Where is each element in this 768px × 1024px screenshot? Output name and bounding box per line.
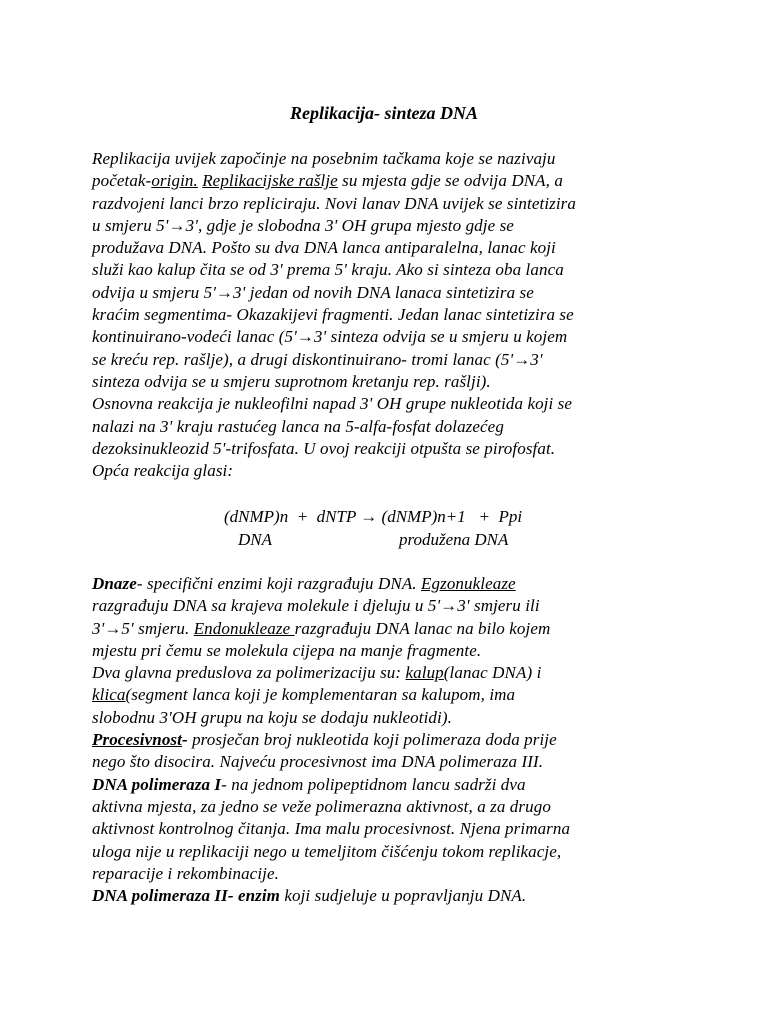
text-run: (segment lanca koji je komplementaran sa kalupom, ima	[125, 685, 516, 705]
text-run: Opća reakcija glasi:	[92, 461, 234, 481]
text-run: uloga nije u replikaciji nego u temeljitom čišćenju tokom replikacje,	[92, 841, 562, 861]
text-line	[92, 863, 687, 885]
underlined-term: Replikacijske rašlje	[202, 171, 338, 191]
text-line	[92, 684, 687, 706]
text-run: Osnovna reakcija je nukleofilni napad 3' OH grupe nukleotida koji se	[92, 394, 573, 414]
text-line	[92, 237, 687, 259]
text-line	[92, 393, 687, 415]
underlined-term: Endonukleaze	[193, 618, 295, 638]
text-run: Replikacija uvijek započinje na posebnim tačkama koje se nazivaju	[92, 149, 556, 168]
underlined-term: origin.	[151, 171, 198, 191]
bold-term: DNA polimeraza I	[92, 774, 222, 794]
text-line	[92, 349, 687, 371]
text-run: - na jednom polipeptidnom lancu sadrži dva	[221, 774, 526, 794]
text-run: sinteza odvija se u smjeru suprotnom kretanju rep. rašlji).	[92, 371, 491, 391]
text-run: prosječan broj nukleotida koji polimeraza doda prije	[187, 730, 557, 750]
text-line	[92, 170, 687, 192]
text-run: razdvojeni lanci brzo repliciraju. Novi lanav DNA uvijek se sintetizira	[92, 193, 576, 213]
text-run: kontinuirano-vodeći lanac (5'→3' sinteza odvija se u smjeru u kojem	[92, 327, 568, 347]
text-run: - specifični enzimi koji razgrađuju DNA.	[136, 574, 422, 593]
text-line	[92, 215, 687, 237]
text-run: se kreću rep. rašlje), a drugi diskontinuirano- tromi lanac (5'→3'	[92, 349, 543, 369]
text-line	[92, 193, 687, 215]
text-run: aktivnost kontrolnog čitanja. Ima malu procesivnost. Njena primarna	[92, 819, 571, 839]
text-run: razgrađuju DNA lanac na bilo kojem	[294, 618, 551, 638]
text-line	[92, 885, 687, 907]
text-line	[92, 282, 687, 304]
text-run: odvija u smjeru 5'→3' jedan od novih DNA lanaca sintetizira se	[92, 282, 534, 302]
text-run: dezoksinukleozid 5'-trifosfata. U ovoj reakciji otpušta se pirofosfat.	[92, 438, 556, 458]
text-line	[92, 304, 687, 326]
paragraph-enzymes	[92, 573, 687, 907]
text-line	[92, 460, 687, 482]
bold-term: DNA polimeraza II- enzim	[92, 886, 281, 906]
text-run: su mjesta gdje se odvija DNA, a	[337, 171, 563, 191]
equation-label-dna: DNA	[238, 530, 272, 549]
text-run: kraćim segmentima- Okazakijevi fragmenti. Jedan lanac sintetizira se	[92, 305, 574, 325]
text-run: u smjeru 5'→3', gdje je slobodna 3' OH grupa mjesto gdje se	[92, 215, 514, 235]
underlined-term: kalup	[405, 663, 444, 683]
text-line	[92, 573, 687, 595]
bold-term: -	[181, 730, 188, 750]
text-line	[92, 595, 687, 617]
text-line	[92, 371, 687, 393]
text-line	[92, 416, 687, 438]
underlined-term: Egzonukleaze	[421, 574, 516, 593]
text-line	[92, 148, 687, 170]
text-run: Dva glavna preduslova za polimerizaciju su:	[92, 663, 406, 683]
bold-term: Dnaze	[92, 574, 137, 593]
text-line	[92, 707, 687, 729]
text-line	[92, 841, 687, 863]
text-run: produžava DNA. Pošto su dva DNA lanca antiparalelna, lanac koji	[92, 238, 556, 258]
equation-label-extended-dna: produžena DNA	[399, 530, 509, 549]
text-run: mjestu pri čemu se molekula cijepa na manje fragmente.	[92, 640, 482, 660]
text-line	[92, 796, 687, 818]
text-line	[92, 751, 687, 773]
text-run: razgrađuju DNA sa krajeva molekule i djeluju u 5'→3' smjeru ili	[92, 596, 540, 616]
page-title: Replikacija- sinteza DNA	[290, 103, 478, 123]
text-run: aktivna mjesta, za jedno se veže polimerazna aktivnost, a za drugo	[92, 796, 551, 816]
text-run: (lanac DNA) i	[443, 663, 542, 683]
text-run: koji sudjeluje u popravljanju DNA.	[280, 886, 527, 906]
text-run: početak-	[92, 171, 152, 191]
underlined-term: klica	[92, 685, 126, 705]
text-line	[92, 326, 687, 348]
text-run: nalazi na 3' kraju rastućeg lanca na 5-alfa-fosfat dolazećeg	[92, 416, 504, 436]
text-line	[92, 662, 687, 684]
text-line	[92, 640, 687, 662]
text-run: slobodnu 3'OH grupu na koju se dodaju nukleotidi).	[92, 707, 452, 727]
text-line	[92, 774, 687, 796]
text-line	[92, 818, 687, 840]
paragraph-replication	[92, 148, 687, 482]
text-run: nego što disocira. Najveću procesivnost ima DNA polimeraza III.	[92, 752, 544, 772]
text-run: reparacije i rekombinacije.	[92, 863, 279, 883]
text-line	[92, 729, 687, 751]
bold-underlined-term: Procesivnost	[92, 730, 182, 750]
text-line	[92, 618, 687, 640]
text-line	[92, 438, 687, 460]
text-line	[92, 259, 687, 281]
text-run: služi kao kalup čita se od 3' prema 5' kraju. Ako si sinteza oba lanca	[92, 260, 564, 280]
text-run: 3'→5' smjeru.	[92, 618, 194, 638]
equation-line: (dNMP)n + dNTP → (dNMP)n+1 + Ppi	[224, 507, 523, 526]
